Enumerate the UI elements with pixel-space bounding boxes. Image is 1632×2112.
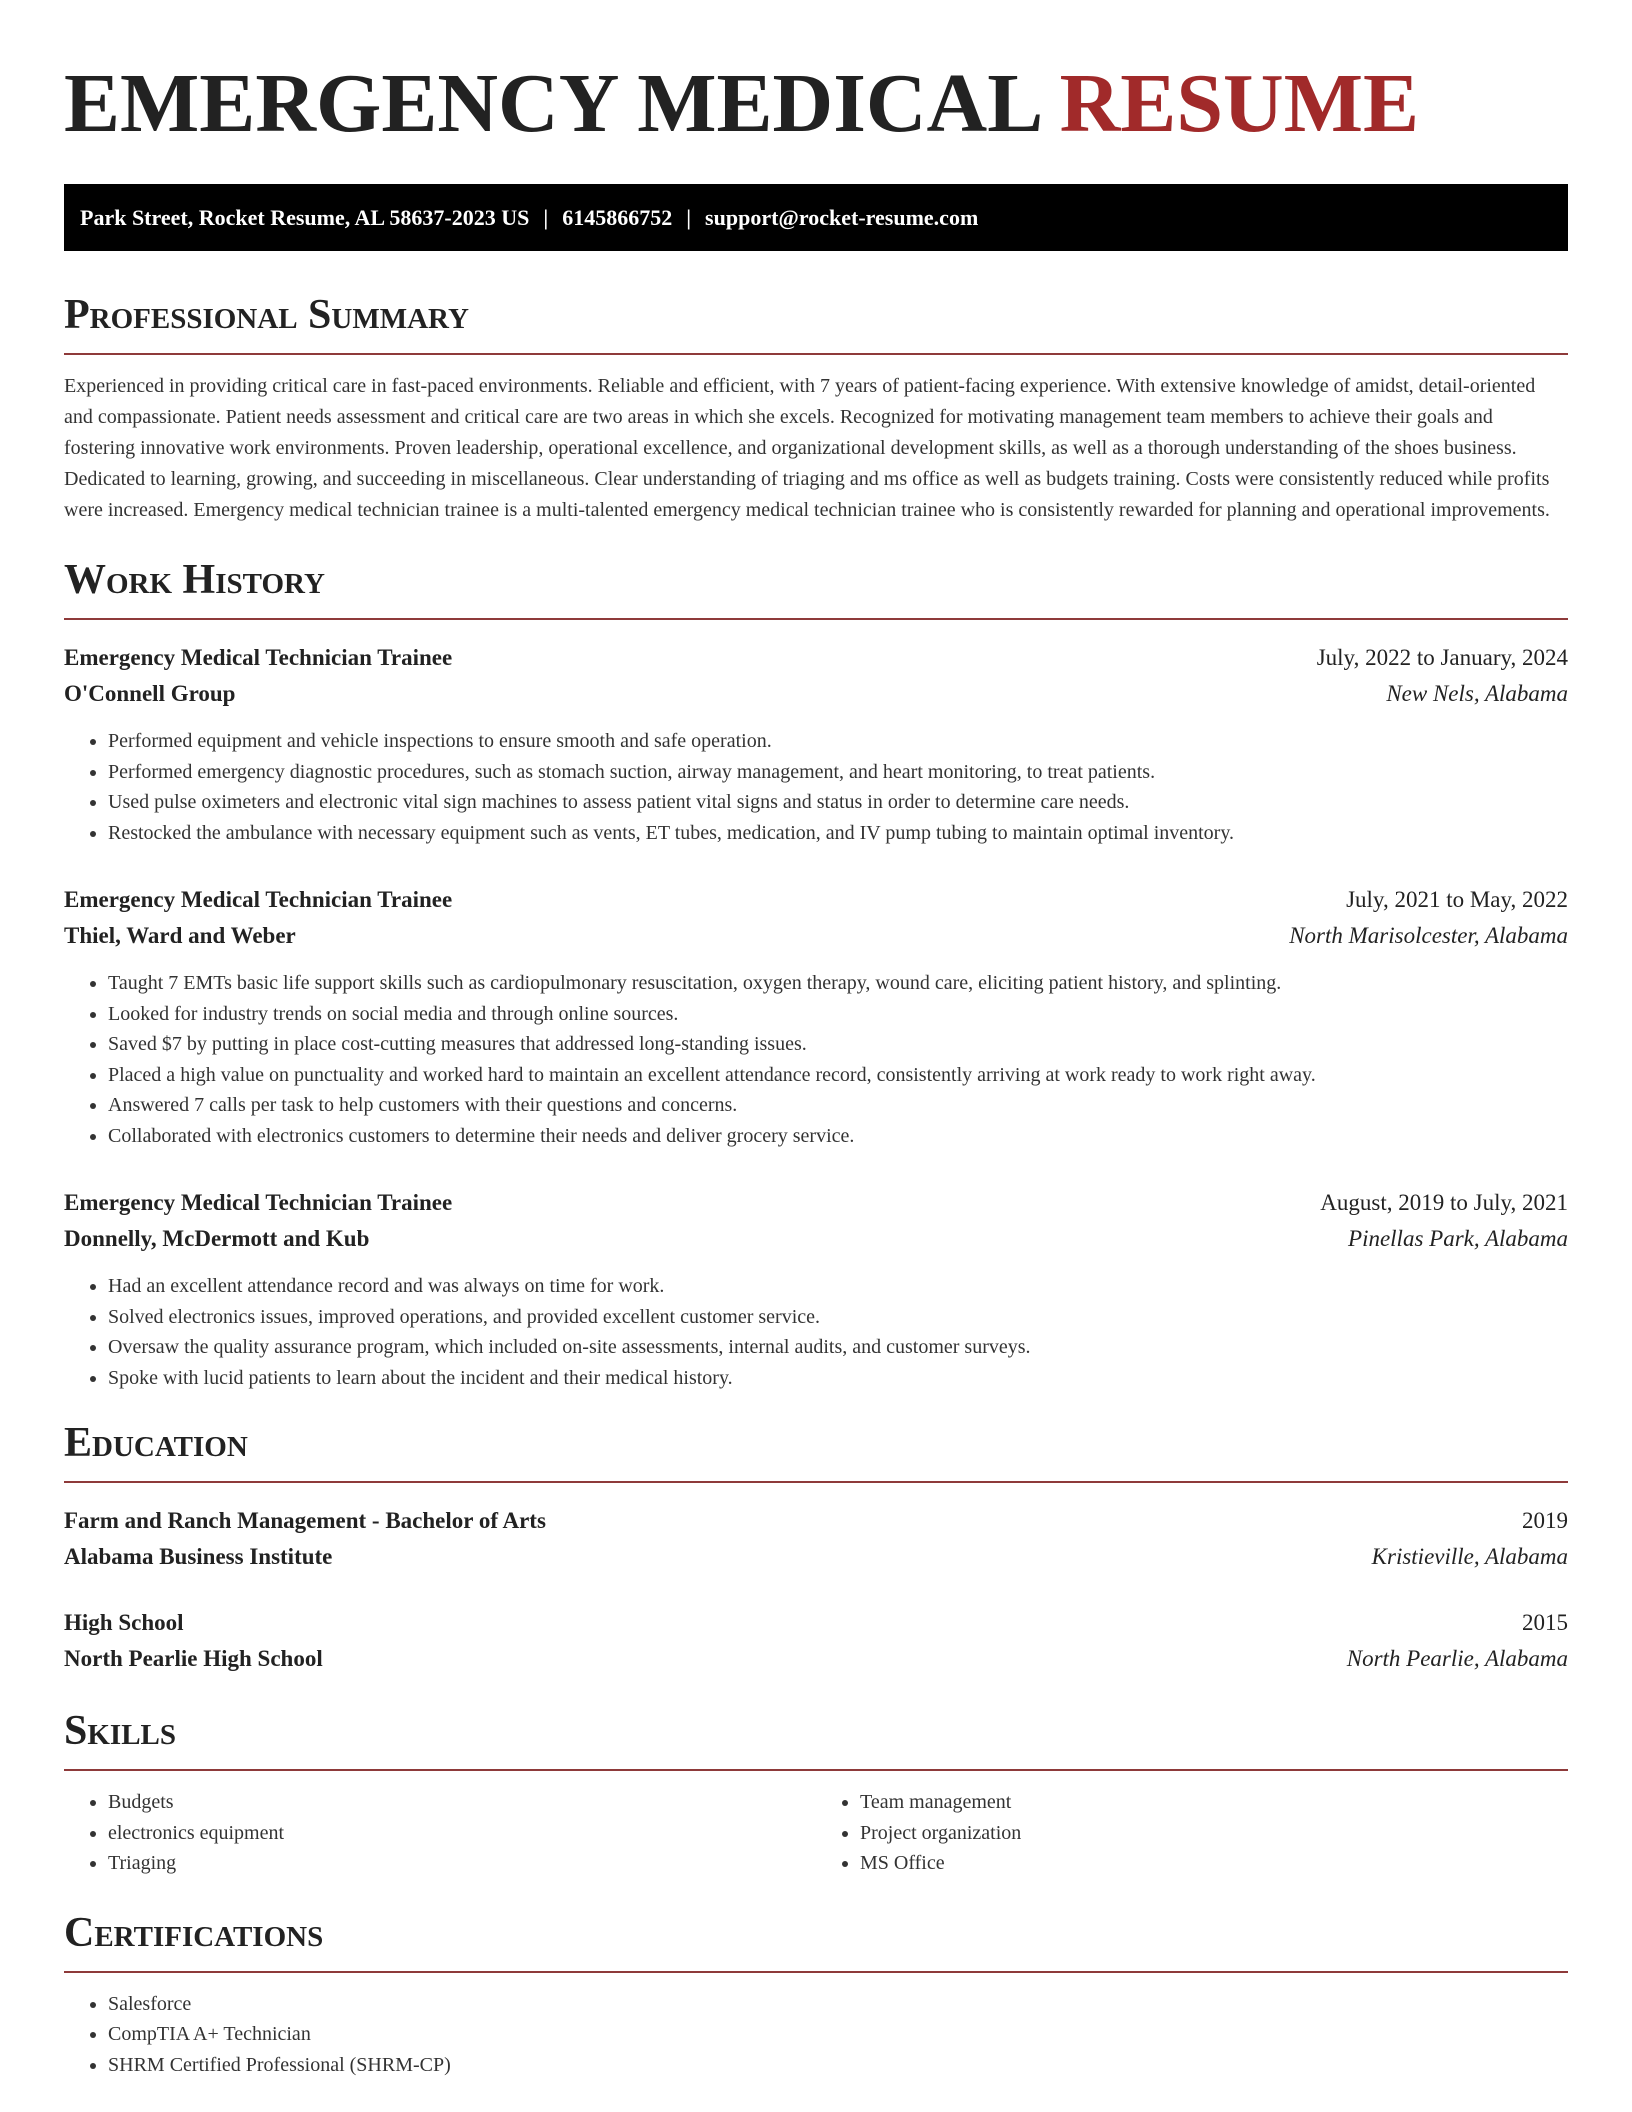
job-location: Pinellas Park, Alabama [1348, 1226, 1568, 1251]
contact-phone: 6145866752 [562, 205, 673, 230]
education-entry [64, 1503, 1568, 1575]
education-school: North Pearlie High School [64, 1646, 323, 1671]
job-bullet: • Performed emergency diagnostic procedures, such as stomach suction, airway management, and heart monitoring, to treat patients. [108, 757, 1568, 788]
education-header-row [64, 1605, 1568, 1641]
education-header-row [64, 1503, 1568, 1539]
job-company-row [64, 1221, 1568, 1257]
job-entry [64, 640, 1568, 848]
job-bullets [64, 968, 1568, 1151]
education-school: Alabama Business Institute [64, 1544, 333, 1569]
job-dates: August, 2019 to July, 2021 [1320, 1190, 1568, 1215]
job-location: North Marisolcester, Alabama [1289, 923, 1568, 948]
job-header-row [64, 882, 1568, 918]
job-dates: July, 2022 to January, 2024 [1316, 645, 1568, 670]
job-bullets [64, 726, 1568, 848]
skills-columns [64, 1787, 1568, 1879]
job-company: Donnelly, McDermott and Kub [64, 1226, 370, 1251]
job-title: Emergency Medical Technician Trainee [64, 887, 453, 912]
contact-separator: | [686, 205, 692, 230]
job-entry [64, 882, 1568, 1151]
skill-item: • electronics equipment [108, 1818, 816, 1849]
contact-separator: | [543, 205, 549, 230]
education-degree: High School [64, 1610, 184, 1635]
job-title: Emergency Medical Technician Trainee [64, 1190, 453, 1215]
certifications-list [64, 1989, 1568, 2081]
job-bullet: • Solved electronics issues, improved operations, and provided excellent customer service. [108, 1302, 1568, 1333]
skill-item: • Team management [860, 1787, 1568, 1818]
education-location: North Pearlie, Alabama [1346, 1646, 1568, 1671]
skill-item: • Project organization [860, 1818, 1568, 1849]
job-bullet: • Saved $7 by putting in place cost-cutting measures that addressed long-standing issues. [108, 1029, 1568, 1060]
summary-section [64, 291, 1568, 526]
section-heading-certifications: Certifications [64, 1909, 1568, 1973]
job-bullet: • Spoke with lucid patients to learn about the incident and their medical history. [108, 1363, 1568, 1394]
skills-list-right [816, 1787, 1568, 1879]
job-bullet: • Placed a high value on punctuality and worked hard to maintain an excellent attendance record, consistently arriving at work ready to work right away. [108, 1060, 1568, 1091]
section-heading-skills: Skills [64, 1707, 1568, 1771]
job-title: Emergency Medical Technician Trainee [64, 645, 453, 670]
contact-bar [64, 184, 1568, 251]
job-entry [64, 1185, 1568, 1393]
work-history-section [64, 556, 1568, 1393]
job-bullet: • Taught 7 EMTs basic life support skills such as cardiopulmonary resuscitation, oxygen therapy, wound care, eliciting patient history, and splinting. [108, 968, 1568, 999]
title-accent: RESUME [1059, 57, 1420, 150]
certification-item: • CompTIA A+ Technician [108, 2019, 1568, 2050]
skills-section [64, 1707, 1568, 1879]
contact-address: Park Street, Rocket Resume, AL 58637-2023 US [80, 205, 530, 230]
job-location: New Nels, Alabama [1386, 681, 1568, 706]
education-location: Kristieville, Alabama [1371, 1544, 1568, 1569]
certification-item: • Salesforce [108, 1989, 1568, 2020]
job-bullet: • Answered 7 calls per task to help customers with their questions and concerns. [108, 1090, 1568, 1121]
education-degree: Farm and Ranch Management - Bachelor of Arts [64, 1508, 546, 1533]
section-heading-work: Work History [64, 556, 1568, 620]
section-heading-summary: Professional Summary [64, 291, 1568, 355]
job-bullet: • Restocked the ambulance with necessary equipment such as vents, ET tubes, medication, and IV pump tubing to maintain optimal inventory. [108, 818, 1568, 849]
education-school-row [64, 1641, 1568, 1677]
job-bullet: • Performed equipment and vehicle inspections to ensure smooth and safe operation. [108, 726, 1568, 757]
job-bullet: • Looked for industry trends on social media and through online sources. [108, 999, 1568, 1030]
skill-item: • Budgets [108, 1787, 816, 1818]
education-entry [64, 1605, 1568, 1677]
education-year: 2019 [1522, 1508, 1568, 1533]
job-bullets [64, 1271, 1568, 1393]
job-header-row [64, 640, 1568, 676]
section-heading-education: Education [64, 1419, 1568, 1483]
summary-text: Experienced in providing critical care in fast-paced environments. Reliable and efficient, with 7 years of patient-facing experience. With extensive knowledge of amidst, detail-oriented and compassionate. Patient needs assessment and critical care are two areas in which she excels. Recognized for motivating management team members to achieve their goals and fostering innovative work environments. Proven leadership, operational excellence, and organizational development skills, as well as a thorough understanding of the shoes business. Dedicated to learning, growing, and succeeding in miscellaneous. Clear understanding of triaging and ms office as well as budgets training. Costs were consistently reduced while profits were increased. Emergency medical technician trainee is a multi-talented emergency medical technician trainee who is consistently rewarded for planning and operational improvements. [64, 375, 1550, 521]
education-school-row [64, 1539, 1568, 1575]
job-dates: July, 2021 to May, 2022 [1346, 887, 1568, 912]
job-company: Thiel, Ward and Weber [64, 923, 296, 948]
contact-email: support@rocket-resume.com [705, 205, 979, 230]
skill-item: • MS Office [860, 1848, 1568, 1879]
skill-item: • Triaging [108, 1848, 816, 1879]
job-company-row [64, 918, 1568, 954]
certification-item: • SHRM Certified Professional (SHRM-CP) [108, 2050, 1568, 2081]
job-bullet: • Oversaw the quality assurance program, which included on-site assessments, internal audits, and customer surveys. [108, 1332, 1568, 1363]
job-company-row [64, 676, 1568, 712]
education-year: 2015 [1522, 1610, 1568, 1635]
title-main: EMERGENCY MEDICAL [64, 57, 1039, 150]
job-bullet: • Collaborated with electronics customers to determine their needs and deliver grocery service. [108, 1121, 1568, 1152]
job-bullet: • Had an excellent attendance record and was always on time for work. [108, 1271, 1568, 1302]
resume-title [64, 56, 1568, 152]
education-section [64, 1419, 1568, 1677]
job-header-row [64, 1185, 1568, 1221]
skills-list-left [64, 1787, 816, 1879]
certifications-section [64, 1909, 1568, 2081]
job-company: O'Connell Group [64, 681, 236, 706]
job-bullet: • Used pulse oximeters and electronic vital sign machines to assess patient vital signs and status in order to determine care needs. [108, 787, 1568, 818]
